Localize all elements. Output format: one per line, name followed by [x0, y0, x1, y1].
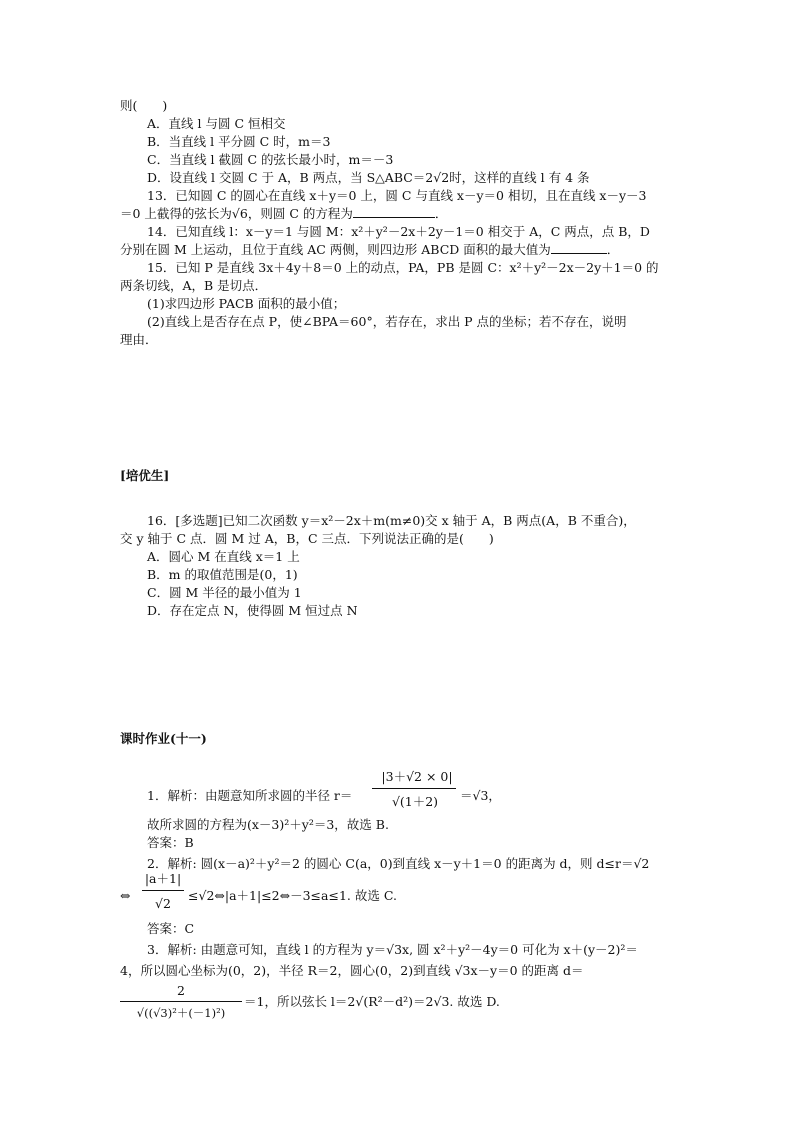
- question-15-part2: (2)直线上是否存在点 P，使∠BPA＝60°，若存在，求出 P 点的坐标；若不存在，说明: [147, 314, 627, 329]
- fraction-bar: [372, 788, 456, 789]
- q14-text: 分别在圆 M 上运动，且位于直线 AC 两侧，则四边形 ABCD 面积的最大值为: [120, 242, 551, 257]
- question-15-part2-cont: 理由．: [120, 332, 158, 347]
- question-15-cont: 两条切线，A，B 是切点．: [120, 278, 268, 293]
- option-c: C．当直线 l 截圆 C 的弦长最小时，m＝－3: [147, 152, 394, 167]
- question-13: 13．已知圆 C 的圆心在直线 x＋y＝0 上，圆 C 与直线 x－y＝0 相切，且在直线 x－y－3: [147, 188, 647, 203]
- answer-blank: [551, 241, 607, 254]
- solution-2: 2．解析: 圆(x－a)²＋y²＝2 的圆心 C(a，0)到直线 x－y＋1＝0 的距离为 d，则 d≤r＝√2: [147, 856, 650, 871]
- question-16-cont: 交 y 轴于 C 点．圆 M 过 A，B，C 三点．下列说法正确的是( ): [120, 531, 494, 546]
- iff-symbol: ⇔: [120, 888, 131, 903]
- q13-text: ＝0 上截得的弦长为√6，则圆 C 的方程为: [120, 206, 353, 221]
- solution-3: 3．解析: 由题意可知，直线 l 的方程为 y＝√3x, 圆 x²＋y²－4y＝0 可化为 x＋(y－2)²＝: [147, 942, 638, 957]
- answer-2: 答案：C: [147, 921, 195, 936]
- option-a: A．直线 l 与圆 C 恒相交: [147, 116, 286, 131]
- option-b: B．当直线 l 平分圆 C 时，m＝3: [147, 134, 331, 149]
- fraction-numerator: |3＋√2 × 0|: [381, 769, 453, 784]
- question-15: 15．已知 P 是直线 3x＋4y＋8＝0 上的动点，PA，PB 是圆 C：x²＋y²－2x－2y＋1＝0 的: [147, 260, 659, 275]
- option-a: A．圆心 M 在直线 x＝1 上: [147, 549, 300, 564]
- fraction-denominator: √(1＋2): [391, 794, 439, 809]
- answers-heading: 课时作业(十一): [120, 731, 207, 746]
- solution-3-result: ＝1，所以弦长 l＝2√(R²－d²)＝2√3. 故选 D.: [244, 994, 500, 1009]
- option-c: C．圆 M 半径的最小值为 1: [147, 585, 302, 600]
- section-heading: [培优生]: [120, 468, 170, 483]
- option-d: D．设直线 l 交圆 C 于 A，B 两点，当 S△ABC＝2√2时，这样的直线 l 有 4 条: [147, 170, 590, 185]
- text-line: 则( ): [120, 98, 168, 113]
- fraction-numerator: 2: [177, 983, 185, 998]
- fraction-bar: [142, 890, 184, 891]
- answer-1: 答案：B: [147, 835, 194, 850]
- option-b: B．m 的取值范围是(0，1): [147, 567, 298, 582]
- solution-1-cont: 故所求圆的方程为(x－3)²＋y²＝3，故选 B.: [147, 817, 389, 832]
- solution-2-cont: ≤√2⇔|a＋1|≤2⇔－3≤a≤1. 故选 C.: [188, 888, 397, 903]
- question-14: 14．已知直线 l：x－y＝1 与圆 M：x²＋y²－2x＋2y－1＝0 相交于 A，C 两点，点 B，D: [147, 224, 650, 239]
- question-16: 16．[多选题]已知二次函数 y＝x²－2x＋m(m≠0)交 x 轴于 A，B 两点(A，B 不重合)，: [147, 513, 636, 528]
- solution-1-result: ＝√3，: [460, 788, 501, 803]
- option-d: D．存在定点 N，使得圆 M 恒过点 N: [147, 603, 358, 618]
- question-14-cont: 分别在圆 M 上运动，且位于直线 AC 两侧，则四边形 ABCD 面积的最大值为 ．: [120, 242, 620, 257]
- fraction-denominator: √2: [155, 896, 171, 911]
- question-15-part1: (1)求四边形 PACB 面积的最小值；: [147, 296, 346, 311]
- answer-blank: [353, 205, 435, 218]
- fraction-bar: [120, 1001, 242, 1002]
- fraction-denominator: √((√3)²＋(－1)²): [136, 1006, 226, 1020]
- solution-1: 1．解析：由题意知所求圆的半径 r＝: [147, 788, 353, 803]
- solution-3-cont: 4，所以圆心坐标为(0，2)，半径 R＝2，圆心(0，2)到直线 √3x－y＝0 的距离 d＝: [120, 963, 584, 978]
- fraction-numerator: |a＋1|: [144, 871, 182, 886]
- question-13-cont: ＝0 上截得的弦长为√6，则圆 C 的方程为 ．: [120, 206, 448, 221]
